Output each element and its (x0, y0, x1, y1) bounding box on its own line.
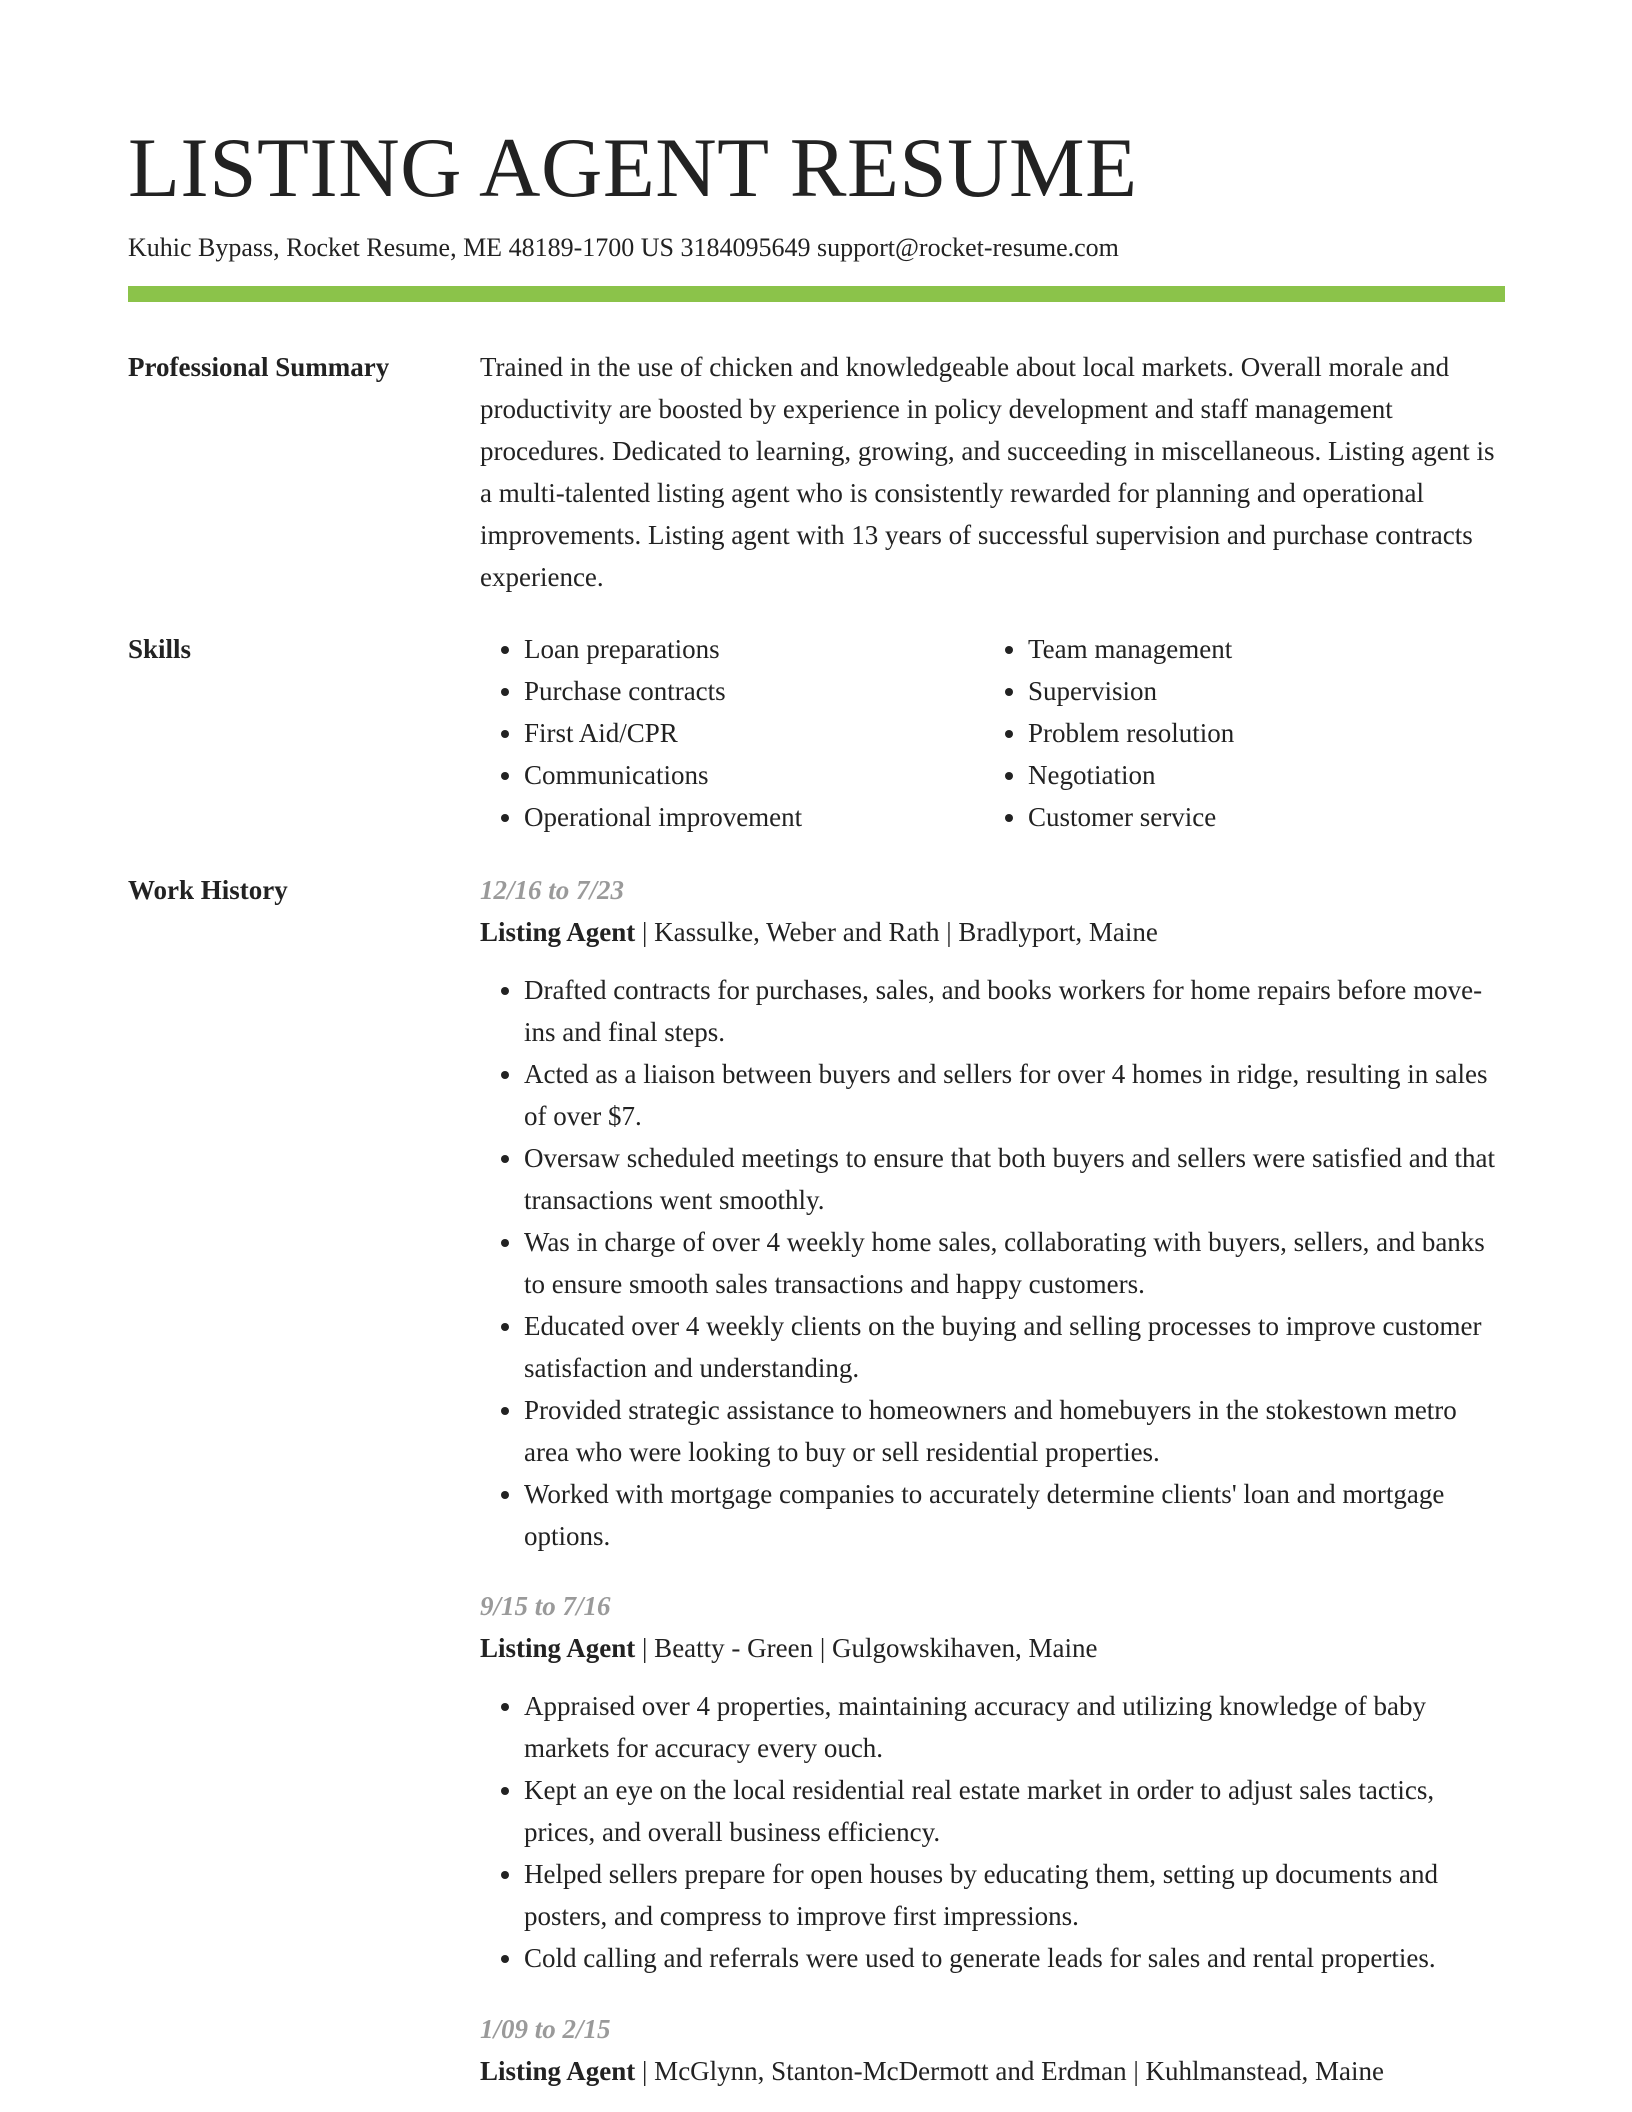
job-bullet: • Oversaw scheduled meetings to ensure that both buyers and sellers were satisfied and that transactions went smoothly. (524, 1137, 1505, 1221)
job-bullets (480, 969, 1505, 1557)
job-bullet: • Helped sellers prepare for open houses by educating them, setting up documents and posters, and compress to improve first impressions. (524, 1853, 1505, 1937)
resume-title: LISTING AGENT RESUME (128, 121, 1138, 215)
skill-item: • Negotiation (1028, 754, 1488, 796)
job-bullet: • Kept an eye on the local residential real estate market in order to adjust sales tactics, prices, and overall business efficiency. (524, 1769, 1505, 1853)
skill-item: • Supervision (1028, 670, 1488, 712)
skills-column-1 (480, 628, 984, 838)
job-title: Listing Agent (480, 2056, 636, 2086)
job-title: Listing Agent (480, 1633, 636, 1663)
job-heading (480, 1627, 1505, 1669)
work-history-label: Work History (128, 875, 288, 905)
job-bullets (480, 1685, 1505, 1979)
job-heading (480, 911, 1505, 953)
job-entry (480, 2008, 1505, 2092)
job-bullet: • Worked with mortgage companies to accurately determine clients' loan and mortgage options. (524, 1473, 1505, 1557)
skill-item: • Purchase contracts (524, 670, 984, 712)
job-heading (480, 2050, 1505, 2092)
header-divider (128, 286, 1505, 302)
skill-item: • First Aid/CPR (524, 712, 984, 754)
summary-label: Professional Summary (128, 352, 390, 382)
skills-section (480, 628, 1505, 838)
skill-item: • Operational improvement (524, 796, 984, 838)
skills-column-2 (984, 628, 1488, 838)
job-dates: 1/09 to 2/15 (480, 2014, 611, 2044)
job-details: | McGlynn, Stanton-McDermott and Erdman | Kuhlmanstead, Maine (635, 2056, 1384, 2086)
job-details: | Kassulke, Weber and Rath | Bradlyport, Maine (635, 917, 1158, 947)
summary-text: Trained in the use of chicken and knowledgeable about local markets. Overall morale and productivity are boosted by experience in policy development and staff management procedures. Dedicated to learning, growing, and succeeding in miscellaneous. Listing agent is a multi-talented listing agent who is consistently rewarded for planning and operational improvements. Listing agent with 13 years of successful supervision and purchase contracts experience. (480, 352, 1495, 592)
skill-item: • Communications (524, 754, 984, 796)
job-bullet: • Acted as a liaison between buyers and sellers for over 4 homes in ridge, resulting in sales of over $7. (524, 1053, 1505, 1137)
job-entry (480, 1585, 1505, 1979)
skill-item: • Loan preparations (524, 628, 984, 670)
job-dates: 9/15 to 7/16 (480, 1591, 611, 1621)
job-bullet: • Provided strategic assistance to homeowners and homebuyers in the stokestown metro area who were looking to buy or sell residential properties. (524, 1389, 1505, 1473)
job-bullet: • Educated over 4 weekly clients on the buying and selling processes to improve customer satisfaction and understanding. (524, 1305, 1505, 1389)
job-bullet: • Appraised over 4 properties, maintaining accuracy and utilizing knowledge of baby markets for accuracy every ouch. (524, 1685, 1505, 1769)
job-dates: 12/16 to 7/23 (480, 875, 625, 905)
skill-item: • Customer service (1028, 796, 1488, 838)
skills-label: Skills (128, 634, 192, 664)
summary-section (480, 346, 1505, 598)
skill-item: • Team management (1028, 628, 1488, 670)
skill-item: • Problem resolution (1028, 712, 1488, 754)
job-bullet: • Was in charge of over 4 weekly home sales, collaborating with buyers, sellers, and banks to ensure smooth sales transactions and happy customers. (524, 1221, 1505, 1305)
job-details: | Beatty - Green | Gulgowskihaven, Maine (635, 1633, 1098, 1663)
job-bullet: • Drafted contracts for purchases, sales, and books workers for home repairs before move-ins and final steps. (524, 969, 1505, 1053)
contact-info: Kuhic Bypass, Rocket Resume, ME 48189-1700 US 3184095649 support@rocket-resume.com (128, 233, 1119, 262)
job-title: Listing Agent (480, 917, 636, 947)
job-bullet: • Cold calling and referrals were used to generate leads for sales and rental properties. (524, 1937, 1505, 1979)
job-entry (480, 869, 1505, 1557)
